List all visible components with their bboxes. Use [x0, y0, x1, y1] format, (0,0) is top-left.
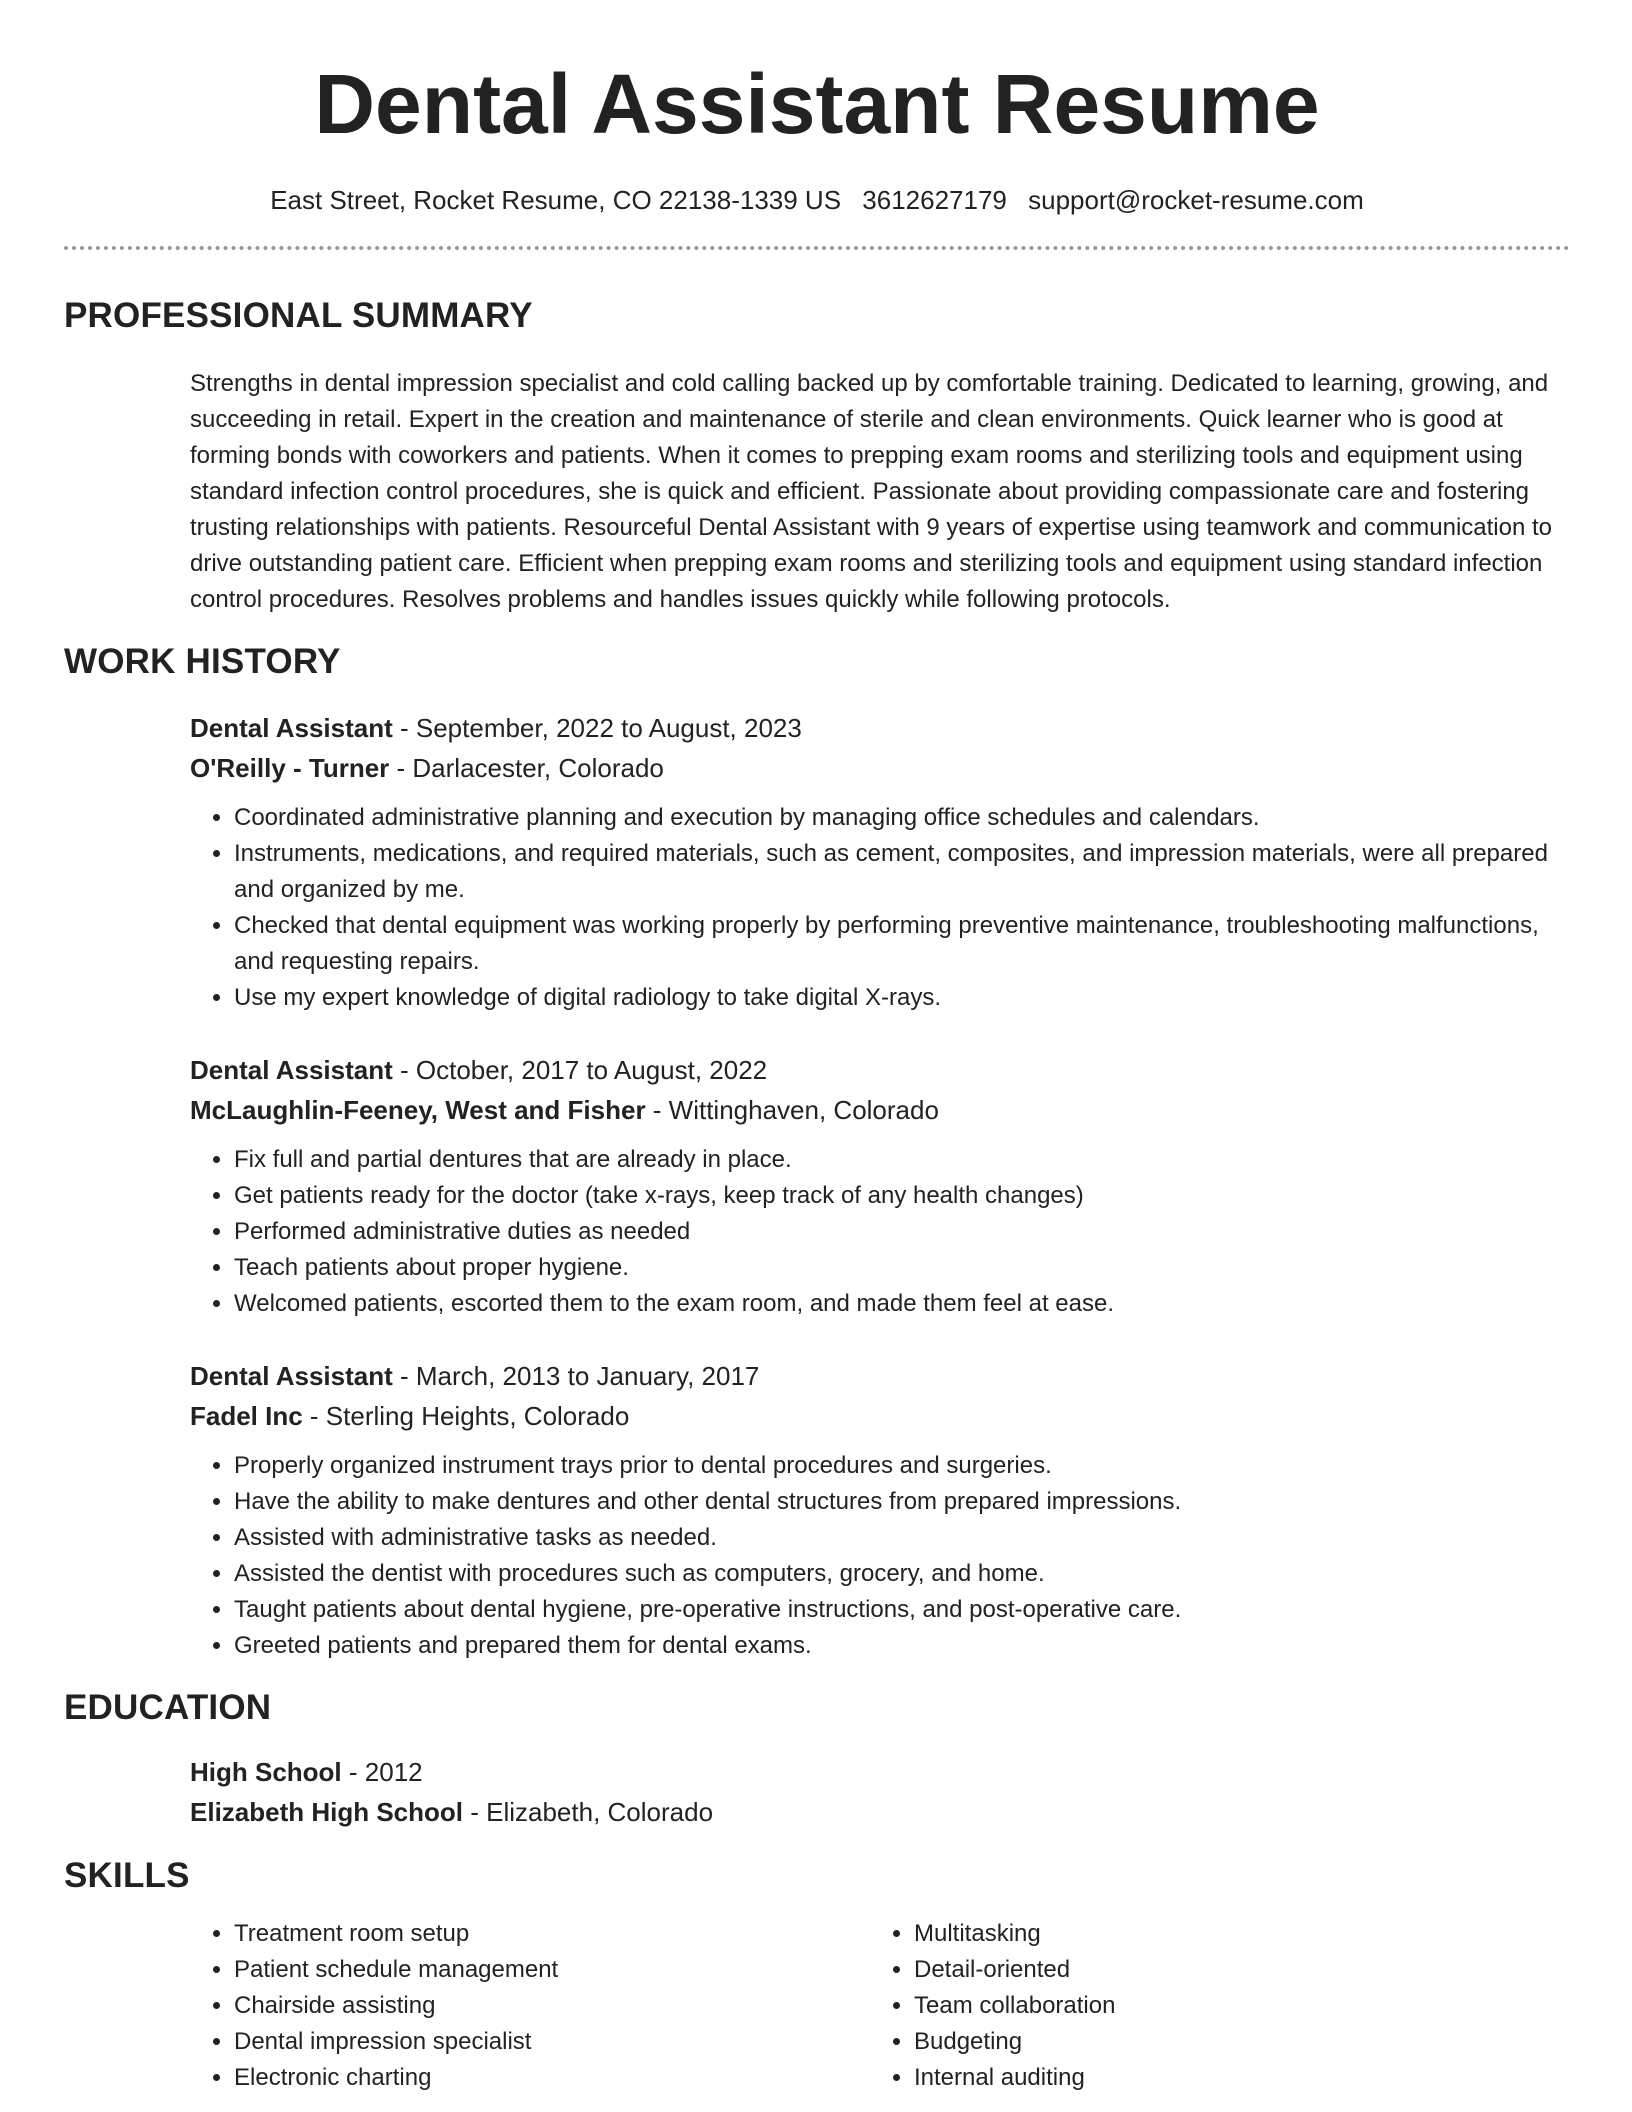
- skills-list-right: [870, 1916, 1550, 2096]
- resume-page: [64, 0, 1570, 2096]
- job-company-line: [190, 748, 1570, 788]
- job-title-line: [190, 1356, 1570, 1396]
- job-entry: [190, 1356, 1570, 1664]
- skill-item: • Treatment room setup: [234, 1916, 870, 1952]
- list-item: • Checked that dental equipment was working properly by performing preventive maintenance, troubleshooting malfunctions, and requesting repairs.: [234, 908, 1570, 980]
- job-company: McLaughlin-Feeney, West and Fisher: [190, 1095, 646, 1125]
- job-bullets: [190, 800, 1570, 1016]
- skill-item: • Electronic charting: [234, 2060, 870, 2096]
- job-title-line: [190, 708, 1570, 748]
- list-item: • Coordinated administrative planning and execution by managing office schedules and calendars.: [234, 800, 1570, 836]
- skill-item: • Multitasking: [914, 1916, 1550, 1952]
- job-entry: [190, 708, 1570, 1016]
- job-company: Fadel Inc: [190, 1401, 303, 1431]
- list-item: • Instruments, medications, and required materials, such as cement, composites, and impression materials, were all prepared and organized by me.: [234, 836, 1570, 908]
- job-entry: [190, 1050, 1570, 1322]
- skills-list-left: [190, 1916, 870, 2096]
- list-item: • Performed administrative duties as needed: [234, 1214, 1570, 1250]
- job-dates: - October, 2017 to August, 2022: [392, 1055, 768, 1085]
- contact-info: [64, 182, 1570, 218]
- education-location: - Elizabeth, Colorado: [463, 1797, 714, 1827]
- work-history-section: [64, 640, 1570, 1664]
- job-location: - Sterling Heights, Colorado: [302, 1401, 630, 1431]
- list-item: • Fix full and partial dentures that are already in place.: [234, 1142, 1570, 1178]
- skill-item: • Dental impression specialist: [234, 2024, 870, 2060]
- contact-phone: 3612627179: [862, 185, 1007, 215]
- job-location: - Wittinghaven, Colorado: [645, 1095, 939, 1125]
- skill-item: • Patient schedule management: [234, 1952, 870, 1988]
- skills-columns: [190, 1916, 1570, 2096]
- education-degree: High School: [190, 1757, 342, 1787]
- list-item: • Get patients ready for the doctor (take x-rays, keep track of any health changes): [234, 1178, 1570, 1214]
- skills-heading: SKILLS: [64, 1856, 190, 1895]
- skill-item: • Chairside assisting: [234, 1988, 870, 2024]
- summary-section: [64, 294, 1570, 618]
- job-dates: - March, 2013 to January, 2017: [392, 1361, 760, 1391]
- skill-item: • Internal auditing: [914, 2060, 1550, 2096]
- resume-title: Dental Assistant Resume: [314, 57, 1320, 151]
- education-heading: EDUCATION: [64, 1688, 272, 1727]
- summary-heading: PROFESSIONAL SUMMARY: [64, 296, 533, 335]
- job-bullets: [190, 1142, 1570, 1322]
- job-location: - Darlacester, Colorado: [389, 753, 664, 783]
- skill-item: • Team collaboration: [914, 1988, 1550, 2024]
- list-item: • Have the ability to make dentures and other dental structures from prepared impressions.: [234, 1484, 1570, 1520]
- skill-item: • Detail-oriented: [914, 1952, 1550, 1988]
- list-item: • Welcomed patients, escorted them to the exam room, and made them feel at ease.: [234, 1286, 1570, 1322]
- list-item: • Taught patients about dental hygiene, pre-operative instructions, and post-operative care.: [234, 1592, 1570, 1628]
- education-school: Elizabeth High School: [190, 1797, 464, 1827]
- job-title: Dental Assistant: [190, 1361, 393, 1391]
- job-title-line: [190, 1050, 1570, 1090]
- job-title: Dental Assistant: [190, 1055, 393, 1085]
- work-history-heading: WORK HISTORY: [64, 642, 341, 681]
- header-divider: [64, 246, 1570, 250]
- contact-address: East Street, Rocket Resume, CO 22138-1339 US: [270, 185, 842, 215]
- list-item: • Assisted the dentist with procedures such as computers, grocery, and home.: [234, 1556, 1570, 1592]
- list-item: • Properly organized instrument trays prior to dental procedures and surgeries.: [234, 1448, 1570, 1484]
- job-company-line: [190, 1396, 1570, 1436]
- education-year: - 2012: [341, 1757, 423, 1787]
- skill-item: • Budgeting: [914, 2024, 1550, 2060]
- skills-section: [64, 1854, 1570, 2096]
- job-bullets: [190, 1448, 1570, 1664]
- list-item: • Greeted patients and prepared them for dental exams.: [234, 1628, 1570, 1664]
- job-company-line: [190, 1090, 1570, 1130]
- job-dates: - September, 2022 to August, 2023: [392, 713, 802, 743]
- job-title: Dental Assistant: [190, 713, 393, 743]
- list-item: • Use my expert knowledge of digital radiology to take digital X-rays.: [234, 980, 1570, 1016]
- job-company: O'Reilly - Turner: [190, 753, 390, 783]
- contact-email: support@rocket-resume.com: [1028, 185, 1364, 215]
- education-degree-line: [190, 1752, 1570, 1792]
- education-school-line: [190, 1792, 1570, 1832]
- summary-text: Strengths in dental impression specialist and cold calling backed up by comfortable training. Dedicated to learning, growing, and succeeding in retail. Expert in the creation and maintenance of sterile and clean environments. Quick learner who is good at forming bonds with coworkers and patients. When it comes to prepping exam rooms and sterilizing tools and equipment using standard infection control procedures, she is quick and efficient. Passionate about providing compassionate care and fostering trusting relationships with patients. Resourceful Dental Assistant with 9 years of expertise using teamwork and communication to drive outstanding patient care. Efficient when prepping exam rooms and sterilizing tools and equipment using standard infection control procedures. Resolves problems and handles issues quickly while following protocols.: [190, 370, 1552, 613]
- education-entry: [190, 1752, 1570, 1832]
- education-section: [64, 1686, 1570, 1832]
- list-item: • Teach patients about proper hygiene.: [234, 1250, 1570, 1286]
- list-item: • Assisted with administrative tasks as needed.: [234, 1520, 1570, 1556]
